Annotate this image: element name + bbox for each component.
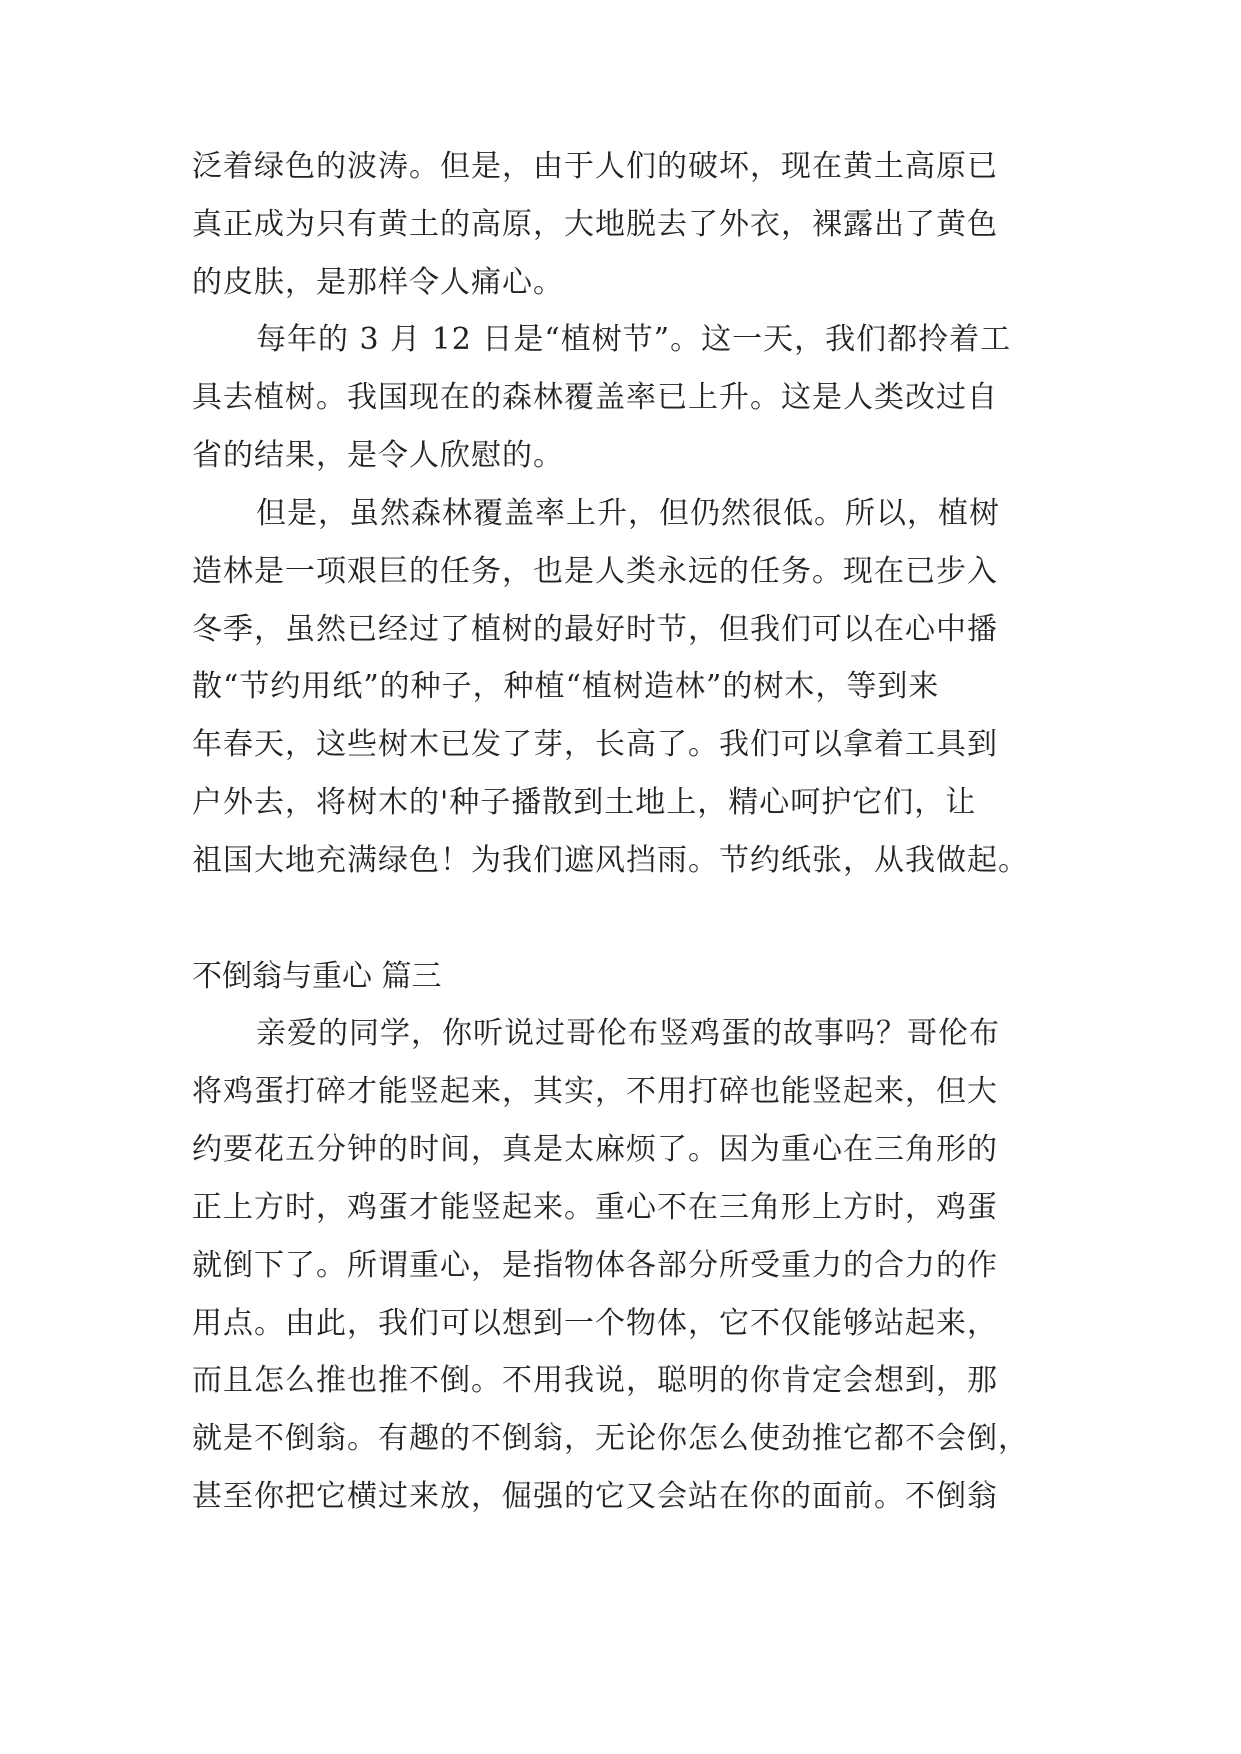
section-paragraph-line-1: 亲爱的同学，你听说过哥伦布竖鸡蛋的故事吗？哥伦布 [256, 1016, 1000, 1051]
paragraph-3-line-2: 造林是一项艰巨的任务，也是人类永远的任务。现在已步入 [192, 554, 998, 589]
paragraph-3-line-6: 户外去，将树木的'种子播散到土地上，精心呵护它们，让 [192, 785, 977, 820]
section-paragraph-line-6: 用点。由此，我们可以想到一个物体，它不仅能够站起来， [192, 1306, 998, 1341]
section-paragraph-line-5: 就倒下了。所谓重心，是指物体各部分所受重力的合力的作 [192, 1248, 998, 1283]
section-paragraph-line-8: 就是不倒翁。有趣的不倒翁，无论你怎么使劲推它都不会倒， [192, 1421, 1029, 1456]
paragraph-2-line-3: 省的结果，是令人欣慰的。 [192, 438, 564, 473]
section-paragraph-line-9: 甚至你把它横过来放，倔强的它又会站在你的面前。不倒翁 [192, 1479, 998, 1514]
paragraph-3-line-3: 冬季，虽然已经过了植树的最好时节，但我们可以在心中播 [192, 612, 998, 647]
paragraph-1-line-1: 泛着绿色的波涛。但是，由于人们的破坏，现在黄土高原已 [192, 149, 998, 184]
paragraph-3-line-5: 年春天，这些树木已发了芽，长高了。我们可以拿着工具到 [192, 727, 998, 762]
paragraph-3-line-7: 祖国大地充满绿色！为我们遮风挡雨。节约纸张，从我做起。 [192, 843, 1029, 878]
section-paragraph-line-2: 将鸡蛋打碎才能竖起来，其实，不用打碎也能竖起来，但大 [192, 1074, 998, 1109]
paragraph-1-line-3: 的皮肤，是那样令人痛心。 [192, 265, 564, 300]
section-paragraph-line-3: 约要花五分钟的时间，真是太麻烦了。因为重心在三角形的 [192, 1132, 998, 1167]
paragraph-1-line-2: 真正成为只有黄土的高原，大地脱去了外衣，裸露出了黄色 [192, 207, 998, 242]
paragraph-2-line-1: 每年的 3 月 12 日是“植树节”。这一天，我们都拎着工 [256, 322, 1012, 357]
paragraph-3-line-1: 但是，虽然森林覆盖率上升，但仍然很低。所以，植树 [256, 496, 1000, 531]
paragraph-3-line-4: 散“节约用纸”的种子，种植“植树造林”的树木，等到来 [192, 669, 940, 704]
section-paragraph-line-4: 正上方时，鸡蛋才能竖起来。重心不在三角形上方时，鸡蛋 [192, 1190, 998, 1225]
section-paragraph-line-7: 而且怎么推也推不倒。不用我说，聪明的你肯定会想到，那 [192, 1363, 998, 1398]
paragraph-2-line-2: 具去植树。我国现在的森林覆盖率已上升。这是人类改过自 [192, 380, 998, 415]
section-heading: 不倒翁与重心 篇三 [192, 959, 442, 994]
